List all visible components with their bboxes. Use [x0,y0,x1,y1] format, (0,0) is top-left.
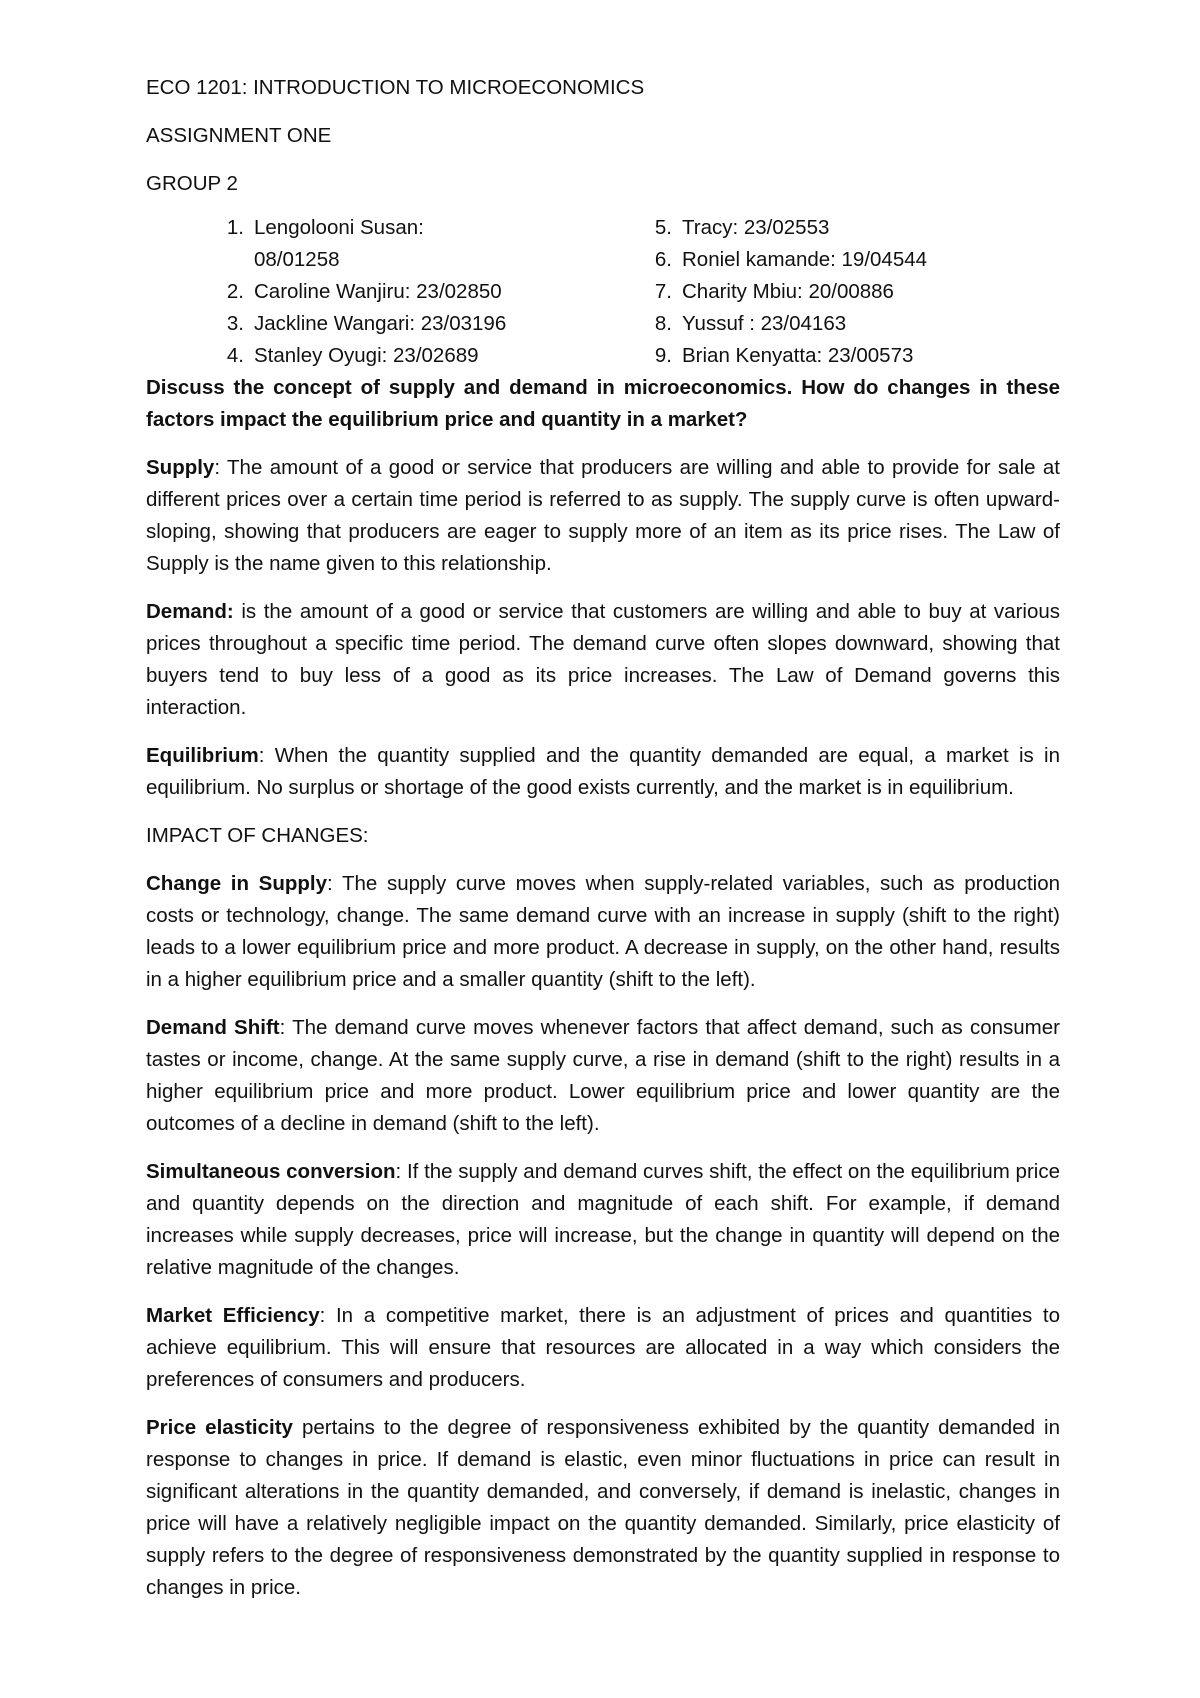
demand-term: Demand: [146,600,234,623]
demand-paragraph [146,596,1060,724]
member-text: Roniel kamande: 19/04544 [682,248,928,271]
equilibrium-text: : When the quantity supplied and the quantity demanded are equal, a market is in equilibrium. No surplus or shortage of the good exists currently, and the market is in equilibrium. [146,744,1060,799]
member-number: 8. [654,312,672,335]
member-column-right [640,212,1060,372]
member-column-left [146,212,640,372]
document-page [146,72,1060,1620]
member-number: 1. [226,216,244,239]
demand-shift-text: : The demand curve moves whenever factors that affect demand, such as consumer tastes or income, change. At the same supply curve, a rise in demand (shift to the right) results in a higher equilibrium price and more product. Lower equilibrium price and lower quantity are the outcomes of a decline in demand (shift to the left). [146,1016,1060,1135]
change-supply-text: : The supply curve moves when supply-related variables, such as production costs or technology, change. The same demand curve with an increase in supply (shift to the right) leads to a lower equilibrium price and more product. A decrease in supply, on the other hand, results in a higher equilibrium price and a smaller quantity (shift to the left). [146,872,1060,991]
member-number: 6. [654,248,672,271]
supply-text: : The amount of a good or service that producers are willing and able to provide for sale at different prices over a certain time period is referred to as supply. The supply curve is often upward-sloping, showing that producers are eager to supply more of an item as its price rises. The Law of Supply is the name given to this relationship. [146,456,1060,575]
member-number: 3. [226,312,244,335]
market-efficiency-text: : In a competitive market, there is an adjustment of prices and quantities to achieve equilibrium. This will ensure that resources are allocated in a way which considers the preferences of consumers and producers. [146,1304,1060,1391]
demand-shift-paragraph [146,1012,1060,1140]
market-efficiency-paragraph [146,1300,1060,1396]
member-item [640,276,1060,308]
demand-text: is the amount of a good or service that customers are willing and able to buy at various prices throughout a specific time period. The demand curve often slopes downward, showing that buyers tend to buy less of a good as its price increases. The Law of Demand governs this interaction. [146,600,1060,719]
assignment-question: Discuss the concept of supply and demand in microeconomics. How do changes in these factors impact the equilibrium price and quantity in a market? [146,376,1060,431]
member-text: Caroline Wanjiru: 23/02850 [254,280,502,303]
member-item [640,244,1060,276]
market-efficiency-term: Market Efficiency [146,1304,320,1327]
supply-paragraph [146,452,1060,580]
impact-heading: IMPACT OF CHANGES: [146,824,369,847]
change-supply-term: Change in Supply [146,872,328,895]
member-item [146,276,640,308]
supply-term: Supply [146,456,215,479]
simultaneous-text: : If the supply and demand curves shift, the effect on the equilibrium price and quantity depends on the direction and magnitude of each shift. For example, if demand increases while supply decreases, price will increase, but the change in quantity will depend on the relative magnitude of the changes. [146,1160,1060,1279]
member-item [640,308,1060,340]
equilibrium-paragraph [146,740,1060,804]
member-number: 9. [654,344,672,367]
member-number: 2. [226,280,244,303]
price-elasticity-text: pertains to the degree of responsiveness exhibited by the quantity demanded in response to changes in price. If demand is elastic, even minor fluctuations in price can result in significant alterations in the quantity demanded, and conversely, if demand is inelastic, changes in price will have a relatively negligible impact on the quantity demanded. Similarly, price elasticity of supply refers to the degree of responsiveness demonstrated by the quantity supplied in response to changes in price. [146,1416,1060,1599]
member-text: Charity Mbiu: 20/00886 [682,280,894,303]
simultaneous-term: Simultaneous conversion [146,1160,396,1183]
price-elasticity-term: Price elasticity [146,1416,293,1439]
equilibrium-term: Equilibrium [146,744,259,767]
member-text: Lengolooni Susan: 08/01258 [254,216,424,271]
member-item [640,340,1060,372]
assignment-title: ASSIGNMENT ONE [146,124,332,147]
member-number: 4. [226,344,244,367]
member-list [146,212,1060,372]
member-number: 5. [654,216,672,239]
member-text: Yussuf : 23/04163 [682,312,847,335]
member-number: 7. [654,280,672,303]
member-item [146,308,640,340]
demand-shift-term: Demand Shift [146,1016,280,1039]
simultaneous-paragraph [146,1156,1060,1284]
member-text: Jackline Wangari: 23/03196 [254,312,507,335]
member-item [640,212,1060,244]
member-text: Stanley Oyugi: 23/02689 [254,344,479,367]
member-item [146,340,640,372]
price-elasticity-paragraph [146,1412,1060,1604]
member-text: Tracy: 23/02553 [682,216,830,239]
course-title: ECO 1201: INTRODUCTION TO MICROECONOMICS [146,76,645,99]
member-text: Brian Kenyatta: 23/00573 [682,344,914,367]
change-supply-paragraph [146,868,1060,996]
member-item [146,212,640,276]
group-title: GROUP 2 [146,172,238,195]
